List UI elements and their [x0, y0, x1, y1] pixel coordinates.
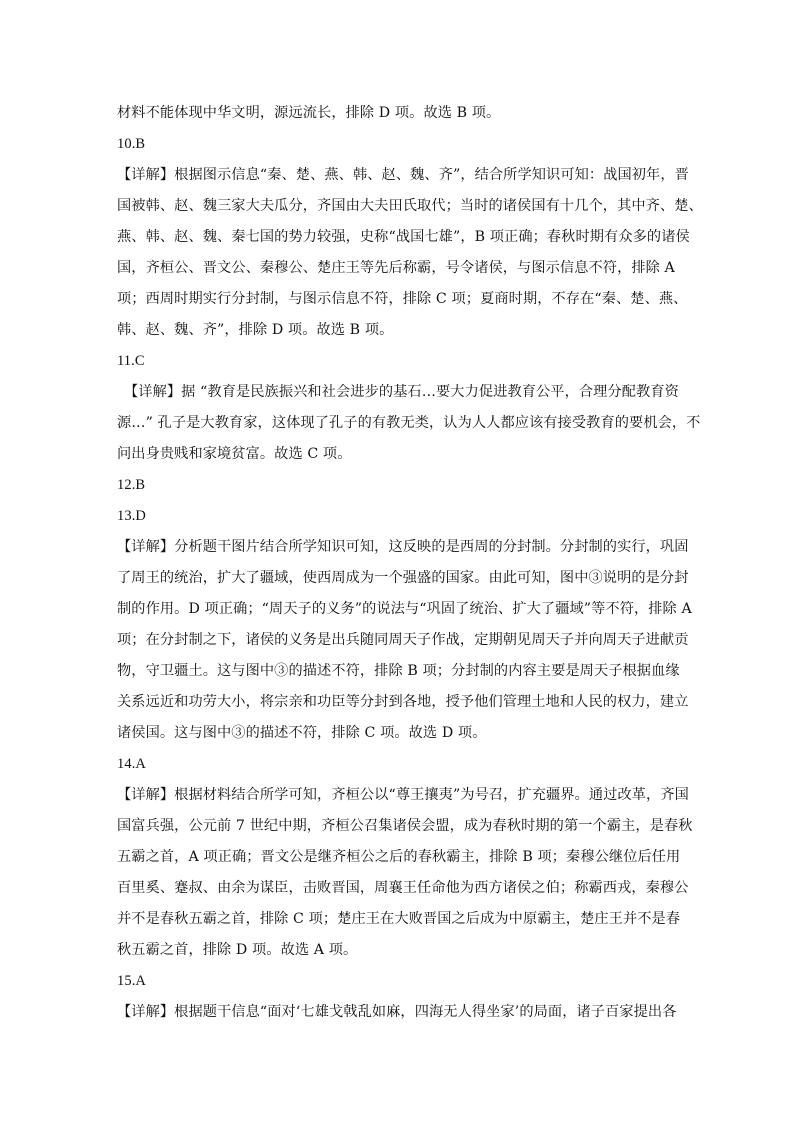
text-line: 制的作用。D 项正确；“周天子的义务”的说法与“巩固了统治、扩大了疆域”等不符，排除 A	[117, 601, 692, 617]
text-line: 诸侯国。这与图中③的描述不符，排除 C 项。故选 D 项。	[117, 725, 487, 741]
text-line: 百里奚、蹇叔、由余为谋臣，击败晋国，周襄王任命他为西方诸侯之伯；称霸西戎，秦穆公	[117, 880, 689, 896]
text-line: 【详解】根据图示信息“秦、楚、燕、韩、赵、魏、齐”，结合所学知识可知：战国初年，晋	[117, 167, 689, 183]
question-number: 10.B	[117, 136, 146, 152]
text-line: 【详解】根据题干信息“面对‘七雄戈戟乱如麻，四海无人得坐家’的局面，诸子百家提出各	[117, 1004, 677, 1020]
text-line: 材料不能体现中华文明，源远流长，排除 D 项。故选 B 项。	[117, 105, 501, 121]
answer-document	[117, 98, 703, 1028]
text-line: 国，齐桓公、晋文公、秦穆公、楚庄王等先后称霸，号令诸侯，与图示信息不符，排除 A	[117, 260, 675, 276]
text-line: 【详解】分析题干图片结合所学知识可知，这反映的是西周的分封制。分封制的实行，巩固	[117, 539, 689, 555]
question-number: 14.A	[117, 756, 146, 772]
text-line: 五霸之首，A 项正确；晋文公是继齐桓公之后的春秋霸主，排除 B 项；秦穆公继位后任用	[117, 849, 681, 865]
text-line: 并不是春秋五霸之首，排除 C 项；楚庄王在大败晋国之后成为中原霸主，楚庄王并不是春	[117, 911, 681, 927]
question-number: 11.C	[117, 353, 145, 369]
text-line: 国被韩、赵、魏三家大夫瓜分，齐国由大夫田氏取代；当时的诸侯国有十几个，其中齐、楚、	[117, 198, 703, 214]
text-line: 【详解】根据材料结合所学可知，齐桓公以“尊王攘夷”为号召，扩充疆界。通过改革，齐国	[117, 787, 689, 803]
text-line: 关系远近和功劳大小，将宗亲和功臣等分封到各地，授予他们管理土地和人民的权力，建立	[117, 694, 689, 710]
text-line: 了周王的统治，扩大了疆域，使西周成为一个强盛的国家。由此可知，图中③说明的是分封	[117, 570, 689, 586]
text-line: 【详解】据 “教育是民族振兴和社会进步的基石…要大力促进教育公平，合理分配教育资	[124, 384, 679, 400]
text-line: 项；西周时期实行分封制，与图示信息不符，排除 C 项；夏商时期，不存在“秦、楚、燕、	[117, 291, 688, 307]
text-line: 项；在分封制之下，诸侯的义务是出兵随同周天子作战，定期朝见周天子并向周天子进献贡	[117, 632, 689, 648]
text-line: 源…” 孔子是大教育家，这体现了孔子的有教无类，认为人人都应该有接受教育的要机会，不	[117, 415, 701, 431]
question-number: 13.D	[117, 508, 146, 524]
text-line: 国富兵强，公元前 7 世纪中期，齐桓公召集诸侯会盟，成为春秋时期的第一个霸主，是春秋	[117, 818, 693, 834]
text-line: 问出身贵贱和家境贫富。故选 C 项。	[117, 446, 352, 462]
text-line: 韩、赵、魏、齐”，排除 D 项。故选 B 项。	[117, 322, 394, 338]
text-line: 燕、韩、赵、魏、秦七国的势力较强，史称“战国七雄”，B 项正确；春秋时期有众多的诸侯	[117, 229, 690, 245]
question-number: 12.B	[117, 477, 146, 493]
text-line: 物，守卫疆土。这与图中③的描述不符，排除 B 项；分封制的内容主要是周天子根据血缘	[117, 663, 680, 679]
question-number: 15.A	[117, 973, 146, 989]
text-line: 秋五霸之首，排除 D 项。故选 A 项。	[117, 942, 358, 958]
